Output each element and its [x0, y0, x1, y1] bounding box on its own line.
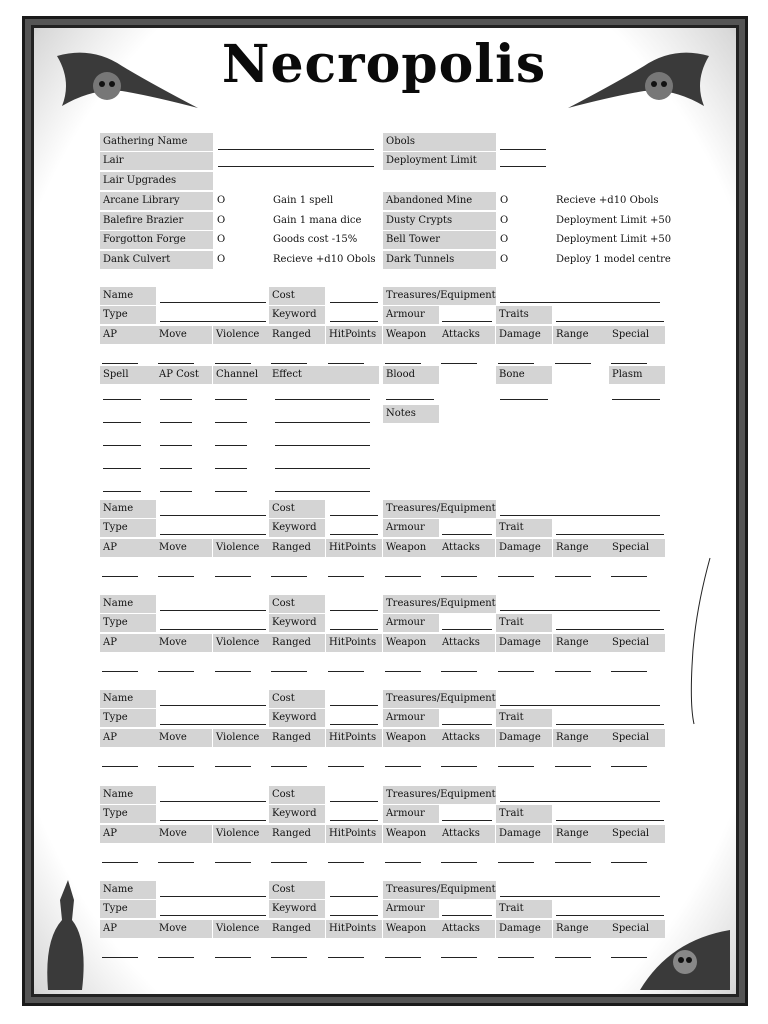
unit-trait-field[interactable]	[556, 534, 664, 535]
spell-ap-cost-field[interactable]	[160, 399, 192, 400]
unit-stat-attacks: Attacks	[439, 920, 495, 938]
unit-cost-field[interactable]	[330, 610, 378, 611]
unit-stat-ap: AP	[100, 920, 156, 938]
unit-stat-ap-field[interactable]	[102, 862, 138, 863]
unit-stat-weapon: Weapon	[383, 634, 439, 652]
bone-field[interactable]	[500, 399, 548, 400]
bone-label: Bone	[496, 366, 552, 384]
unit-name-label: Name	[100, 690, 156, 708]
unit-keyword-field[interactable]	[330, 724, 378, 725]
unit-stat-ranged-field[interactable]	[271, 766, 307, 767]
unit-trait-field[interactable]	[556, 629, 664, 630]
spell-channel-field[interactable]	[215, 422, 247, 423]
upgrade-checkbox: O	[217, 195, 226, 206]
upgrade-name: Abandoned Mine	[383, 192, 496, 210]
upgrade-name: Dank Culvert	[100, 251, 213, 269]
deployment-limit-label: Deployment Limit	[383, 152, 496, 170]
unit-stat-weapon: Weapon	[383, 825, 439, 843]
unit-trait-field[interactable]	[556, 724, 664, 725]
unit-stat-ap: AP	[100, 825, 156, 843]
spell-effect-field[interactable]	[275, 399, 370, 400]
unit-stat-ranged-field[interactable]	[271, 957, 307, 958]
upgrade-name: Dark Tunnels	[383, 251, 496, 269]
unit-stat-hitpoints: HitPoints	[326, 634, 382, 652]
unit-trait-label: Traits	[496, 306, 552, 324]
unit-stat-ap: AP	[100, 634, 156, 652]
unit-stat-special: Special	[609, 634, 665, 652]
unit-stat-damage-field[interactable]	[498, 671, 534, 672]
unit-stat-violence: Violence	[213, 729, 269, 747]
unit-stat-range: Range	[553, 326, 609, 344]
unit-name-field[interactable]	[160, 896, 266, 897]
unit-stat-violence: Violence	[213, 920, 269, 938]
upgrade-effect: Gain 1 mana dice	[273, 214, 362, 226]
unit-stat-move-field[interactable]	[158, 766, 194, 767]
unit-stat-hitpoints: HitPoints	[326, 920, 382, 938]
unit-stat-special-field[interactable]	[611, 766, 647, 767]
unit-stat-ap: AP	[100, 326, 156, 344]
unit-armour-label: Armour	[383, 614, 439, 632]
unit-stat-move-field[interactable]	[158, 957, 194, 958]
unit-name-label: Name	[100, 786, 156, 804]
spell-name-field[interactable]	[103, 491, 141, 492]
pen-stroke	[684, 556, 714, 726]
obols-field[interactable]	[500, 149, 546, 150]
unit-stat-range-field[interactable]	[555, 957, 591, 958]
unit-trait-label: Trait	[496, 519, 552, 537]
unit-stat-move-field[interactable]	[158, 576, 194, 577]
unit-stat-special: Special	[609, 729, 665, 747]
unit-type-label: Type	[100, 805, 156, 823]
unit-stat-attacks-field[interactable]	[441, 576, 477, 577]
unit-type-field[interactable]	[160, 321, 266, 322]
plasm-field[interactable]	[612, 399, 660, 400]
unit-cost-field[interactable]	[330, 705, 378, 706]
upgrade-effect: Deployment Limit +50	[556, 234, 672, 245]
unit-stat-ranged-field[interactable]	[271, 576, 307, 577]
spell-name-field[interactable]	[103, 422, 141, 423]
unit-keyword-field[interactable]	[330, 915, 378, 916]
unit-stat-ranged: Ranged	[269, 326, 325, 344]
unit-stat-special: Special	[609, 825, 665, 843]
unit-stat-hitpoints: HitPoints	[326, 729, 382, 747]
unit-armour-field[interactable]	[442, 724, 492, 725]
unit-stat-move: Move	[156, 825, 212, 843]
unit-stat-weapon-field[interactable]	[385, 363, 421, 364]
gathering-name-field[interactable]	[218, 149, 374, 150]
unit-keyword-label: Keyword	[269, 709, 325, 727]
upgrade-checkbox: O	[217, 234, 226, 245]
unit-stat-ap-field[interactable]	[102, 671, 138, 672]
unit-armour-label: Armour	[383, 709, 439, 727]
unit-stat-damage-field[interactable]	[498, 766, 534, 767]
unit-armour-field[interactable]	[442, 915, 492, 916]
unit-cost-field[interactable]	[330, 896, 378, 897]
unit-stat-move-field[interactable]	[158, 363, 194, 364]
unit-type-label: Type	[100, 519, 156, 537]
unit-type-label: Type	[100, 614, 156, 632]
unit-stat-move-field[interactable]	[158, 671, 194, 672]
unit-keyword-label: Keyword	[269, 805, 325, 823]
unit-stat-special: Special	[609, 326, 665, 344]
unit-name-label: Name	[100, 287, 156, 305]
upgrade-effect: Goods cost -15%	[273, 234, 358, 245]
unit-stat-range-field[interactable]	[555, 576, 591, 577]
spell-ap-cost-field[interactable]	[160, 445, 192, 446]
unit-keyword-label: Keyword	[269, 306, 325, 324]
unit-stat-ap-field[interactable]	[102, 957, 138, 958]
unit-stat-damage: Damage	[496, 920, 552, 938]
unit-armour-label: Armour	[383, 805, 439, 823]
unit-treasures-label: Treasures/Equipment	[383, 595, 496, 613]
unit-stat-weapon-field[interactable]	[385, 576, 421, 577]
unit-name-label: Name	[100, 595, 156, 613]
unit-stat-weapon: Weapon	[383, 326, 439, 344]
unit-stat-hitpoints-field[interactable]	[328, 862, 364, 863]
unit-stat-damage-field[interactable]	[498, 363, 534, 364]
unit-stat-special-field[interactable]	[611, 862, 647, 863]
unit-stat-ranged: Ranged	[269, 539, 325, 557]
unit-stat-hitpoints-field[interactable]	[328, 957, 364, 958]
unit-stat-violence-field[interactable]	[215, 671, 251, 672]
spell-channel-field[interactable]	[215, 491, 247, 492]
unit-treasures-field[interactable]	[500, 302, 660, 303]
unit-type-field[interactable]	[160, 915, 266, 916]
upgrade-name: Bell Tower	[383, 231, 496, 249]
unit-armour-label: Armour	[383, 900, 439, 918]
unit-stat-range-field[interactable]	[555, 671, 591, 672]
upgrade-checkbox: O	[500, 214, 509, 226]
unit-keyword-field[interactable]	[330, 629, 378, 630]
unit-stat-move: Move	[156, 729, 212, 747]
spell-effect-field[interactable]	[275, 468, 370, 469]
channel-label: Channel	[213, 366, 269, 384]
unit-stat-damage-field[interactable]	[498, 576, 534, 577]
spell-channel-field[interactable]	[215, 399, 247, 400]
unit-stat-hitpoints: HitPoints	[326, 825, 382, 843]
upgrade-effect: Recieve +d10 Obols	[273, 253, 376, 265]
unit-stat-ap-field[interactable]	[102, 576, 138, 577]
unit-type-label: Type	[100, 306, 156, 324]
spell-name-field[interactable]	[103, 399, 141, 400]
unit-stat-move-field[interactable]	[158, 862, 194, 863]
spell-channel-field[interactable]	[215, 445, 247, 446]
unit-stat-ap: AP	[100, 539, 156, 557]
unit-armour-field[interactable]	[442, 534, 492, 535]
spell-channel-field[interactable]	[215, 468, 247, 469]
unit-stat-weapon-field[interactable]	[385, 671, 421, 672]
unit-keyword-label: Keyword	[269, 614, 325, 632]
unit-stat-special-field[interactable]	[611, 671, 647, 672]
upgrade-effect: Gain 1 spell	[273, 195, 334, 206]
unit-stat-ranged-field[interactable]	[271, 671, 307, 672]
deployment-limit-field[interactable]	[500, 166, 546, 167]
unit-name-field[interactable]	[160, 610, 266, 611]
unit-stat-hitpoints: HitPoints	[326, 326, 382, 344]
unit-keyword-field[interactable]	[330, 820, 378, 821]
unit-stat-range: Range	[553, 729, 609, 747]
upgrade-effect: Deploy 1 model centre	[556, 253, 671, 265]
unit-type-label: Type	[100, 900, 156, 918]
lair-field[interactable]	[218, 166, 374, 167]
unit-name-field[interactable]	[160, 302, 266, 303]
upgrade-name: Forgotton Forge	[100, 231, 213, 249]
unit-stat-ap-field[interactable]	[102, 363, 138, 364]
unit-stat-attacks-field[interactable]	[441, 957, 477, 958]
unit-cost-label: Cost	[269, 500, 325, 518]
unit-stat-ap-field[interactable]	[102, 766, 138, 767]
unit-stat-weapon: Weapon	[383, 729, 439, 747]
unit-stat-damage: Damage	[496, 825, 552, 843]
unit-stat-hitpoints-field[interactable]	[328, 363, 364, 364]
unit-stat-range: Range	[553, 920, 609, 938]
notes-label: Notes	[383, 405, 439, 423]
unit-stat-damage: Damage	[496, 326, 552, 344]
unit-stat-attacks: Attacks	[439, 539, 495, 557]
unit-name-field[interactable]	[160, 801, 266, 802]
spell-label: Spell	[100, 366, 156, 384]
upgrade-effect: Deployment Limit +50	[556, 214, 672, 226]
unit-stat-attacks-field[interactable]	[441, 363, 477, 364]
upgrade-name: Balefire Brazier	[100, 212, 213, 230]
unit-keyword-label: Keyword	[269, 900, 325, 918]
unit-treasures-label: Treasures/Equipment	[383, 786, 496, 804]
unit-stat-range-field[interactable]	[555, 862, 591, 863]
unit-stat-damage: Damage	[496, 539, 552, 557]
unit-stat-range-field[interactable]	[555, 363, 591, 364]
upgrade-name: Arcane Library	[100, 192, 213, 210]
unit-stat-range: Range	[553, 825, 609, 843]
unit-keyword-label: Keyword	[269, 519, 325, 537]
page-title: Necropolis	[221, 34, 547, 95]
unit-cost-label: Cost	[269, 881, 325, 899]
unit-stat-violence: Violence	[213, 539, 269, 557]
unit-stat-special: Special	[609, 920, 665, 938]
unit-name-label: Name	[100, 500, 156, 518]
unit-stat-damage-field[interactable]	[498, 957, 534, 958]
unit-type-field[interactable]	[160, 820, 266, 821]
unit-stat-violence: Violence	[213, 326, 269, 344]
unit-stat-move: Move	[156, 920, 212, 938]
unit-stat-special: Special	[609, 539, 665, 557]
unit-treasures-field[interactable]	[500, 896, 660, 897]
unit-armour-label: Armour	[383, 519, 439, 537]
unit-stat-ranged: Ranged	[269, 825, 325, 843]
upgrade-checkbox: O	[217, 253, 226, 265]
upgrade-name: Dusty Crypts	[383, 212, 496, 230]
unit-type-label: Type	[100, 709, 156, 727]
unit-armour-field[interactable]	[442, 820, 492, 821]
unit-armour-label: Armour	[383, 306, 439, 324]
unit-stat-attacks-field[interactable]	[441, 766, 477, 767]
unit-stat-weapon-field[interactable]	[385, 957, 421, 958]
unit-trait-label: Trait	[496, 614, 552, 632]
unit-stat-violence: Violence	[213, 825, 269, 843]
unit-treasures-label: Treasures/Equipment	[383, 500, 496, 518]
unit-stat-hitpoints-field[interactable]	[328, 671, 364, 672]
spell-ap-cost-field[interactable]	[160, 468, 192, 469]
unit-treasures-field[interactable]	[500, 610, 660, 611]
unit-stat-violence-field[interactable]	[215, 766, 251, 767]
upgrade-checkbox: O	[500, 253, 509, 265]
unit-stat-weapon-field[interactable]	[385, 862, 421, 863]
spell-effect-field[interactable]	[275, 491, 370, 492]
upgrade-checkbox: O	[500, 234, 509, 245]
unit-stat-attacks: Attacks	[439, 634, 495, 652]
unit-name-label: Name	[100, 881, 156, 899]
unit-treasures-label: Treasures/Equipment	[383, 690, 496, 708]
figure-ornament-bottom-left	[38, 880, 98, 990]
unit-stat-ranged-field[interactable]	[271, 862, 307, 863]
unit-stat-attacks-field[interactable]	[441, 862, 477, 863]
unit-treasures-field[interactable]	[500, 515, 660, 516]
unit-stat-weapon-field[interactable]	[385, 766, 421, 767]
unit-cost-label: Cost	[269, 595, 325, 613]
unit-trait-field[interactable]	[556, 820, 664, 821]
upgrade-checkbox: O	[217, 214, 226, 226]
unit-type-field[interactable]	[160, 724, 266, 725]
unit-trait-field[interactable]	[556, 915, 664, 916]
unit-stat-ranged: Ranged	[269, 729, 325, 747]
unit-cost-field[interactable]	[330, 515, 378, 516]
upgrade-effect: Recieve +d10 Obols	[556, 195, 659, 206]
unit-stat-weapon: Weapon	[383, 920, 439, 938]
unit-stat-hitpoints: HitPoints	[326, 539, 382, 557]
spell-name-field[interactable]	[103, 445, 141, 446]
unit-stat-ap: AP	[100, 729, 156, 747]
unit-stat-weapon: Weapon	[383, 539, 439, 557]
spell-effect-field[interactable]	[275, 445, 370, 446]
unit-stat-range-field[interactable]	[555, 766, 591, 767]
unit-cost-field[interactable]	[330, 302, 378, 303]
unit-stat-move: Move	[156, 539, 212, 557]
unit-stat-damage: Damage	[496, 634, 552, 652]
unit-stat-move: Move	[156, 634, 212, 652]
blood-label: Blood	[383, 366, 439, 384]
unit-stat-attacks: Attacks	[439, 825, 495, 843]
spell-ap-cost-field[interactable]	[160, 422, 192, 423]
unit-cost-field[interactable]	[330, 801, 378, 802]
unit-trait-label: Trait	[496, 805, 552, 823]
unit-stat-violence-field[interactable]	[215, 957, 251, 958]
unit-treasures-field[interactable]	[500, 801, 660, 802]
ap-cost-label: AP Cost	[156, 366, 212, 384]
gathering-name-label: Gathering Name	[100, 133, 213, 151]
unit-keyword-field[interactable]	[330, 534, 378, 535]
unit-keyword-field[interactable]	[330, 321, 378, 322]
unit-name-field[interactable]	[160, 705, 266, 706]
unit-armour-field[interactable]	[442, 629, 492, 630]
unit-name-field[interactable]	[160, 515, 266, 516]
spell-ap-cost-field[interactable]	[160, 491, 192, 492]
effect-label: Effect	[269, 366, 379, 384]
unit-trait-field[interactable]	[556, 321, 664, 322]
unit-stat-range: Range	[553, 634, 609, 652]
blood-field[interactable]	[386, 399, 434, 400]
unit-stat-ranged-field[interactable]	[271, 363, 307, 364]
unit-stat-violence-field[interactable]	[215, 862, 251, 863]
spell-name-field[interactable]	[103, 468, 141, 469]
upgrade-checkbox: O	[500, 195, 509, 206]
unit-stat-special-field[interactable]	[611, 576, 647, 577]
unit-stat-violence-field[interactable]	[215, 576, 251, 577]
unit-stat-move: Move	[156, 326, 212, 344]
unit-stat-damage-field[interactable]	[498, 862, 534, 863]
unit-cost-label: Cost	[269, 690, 325, 708]
unit-stat-range: Range	[553, 539, 609, 557]
unit-type-field[interactable]	[160, 534, 266, 535]
plasm-label: Plasm	[609, 366, 665, 384]
unit-trait-label: Trait	[496, 900, 552, 918]
unit-trait-label: Trait	[496, 709, 552, 727]
unit-stat-special-field[interactable]	[611, 363, 647, 364]
spell-effect-field[interactable]	[275, 422, 370, 423]
unit-treasures-label: Treasures/Equipment	[383, 287, 496, 305]
unit-type-field[interactable]	[160, 629, 266, 630]
lair-label: Lair	[100, 152, 213, 170]
unit-stat-attacks: Attacks	[439, 729, 495, 747]
unit-stat-ranged: Ranged	[269, 634, 325, 652]
unit-stat-violence: Violence	[213, 634, 269, 652]
unit-treasures-label: Treasures/Equipment	[383, 881, 496, 899]
unit-stat-hitpoints-field[interactable]	[328, 766, 364, 767]
unit-cost-label: Cost	[269, 786, 325, 804]
obols-label: Obols	[383, 133, 496, 151]
unit-stat-violence-field[interactable]	[215, 363, 251, 364]
unit-treasures-field[interactable]	[500, 705, 660, 706]
unit-cost-label: Cost	[269, 287, 325, 305]
unit-armour-field[interactable]	[442, 321, 492, 322]
unit-stat-ranged: Ranged	[269, 920, 325, 938]
unit-stat-damage: Damage	[496, 729, 552, 747]
lair-upgrades-label: Lair Upgrades	[100, 172, 213, 190]
unit-stat-attacks: Attacks	[439, 326, 495, 344]
unit-stat-special-field[interactable]	[611, 957, 647, 958]
unit-stat-attacks-field[interactable]	[441, 671, 477, 672]
unit-stat-hitpoints-field[interactable]	[328, 576, 364, 577]
